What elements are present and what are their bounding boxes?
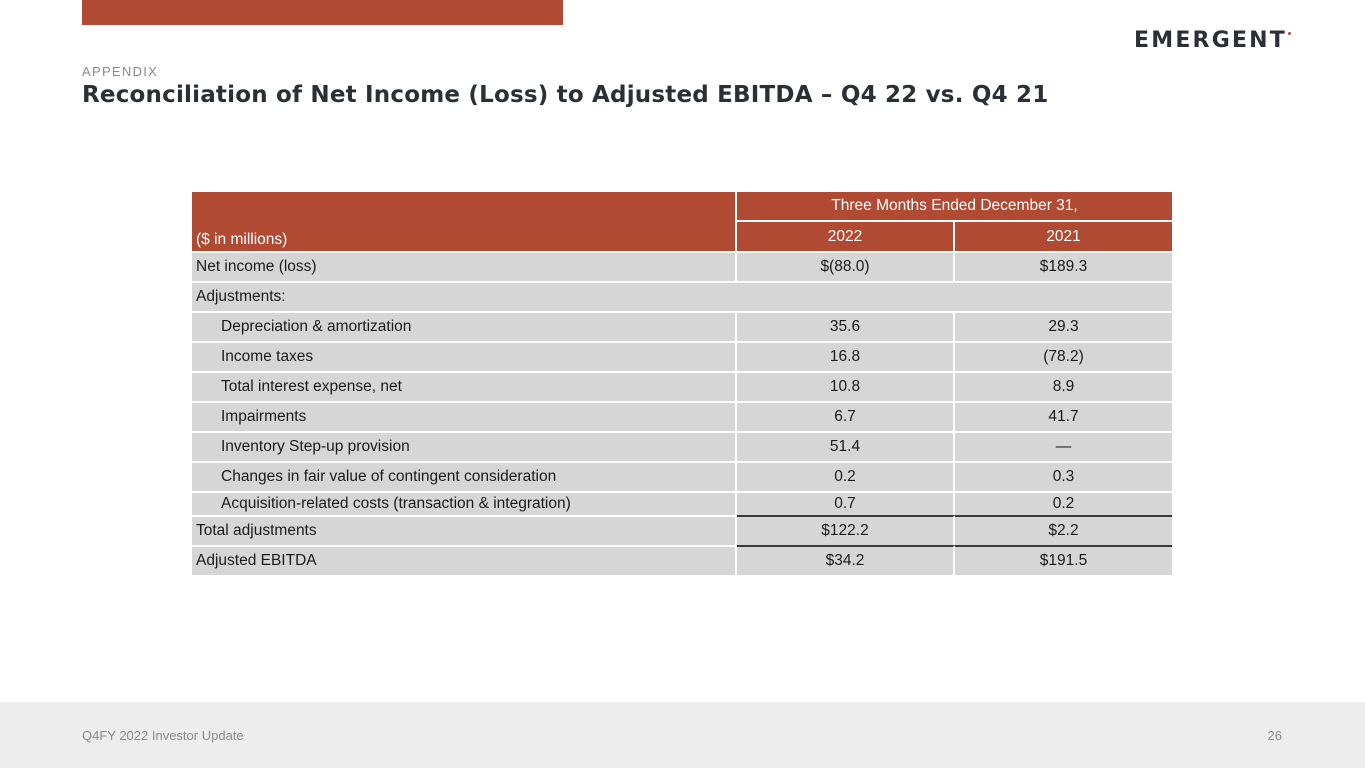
- table-row-adjustments-heading: [192, 281, 1172, 311]
- row-label: Acquisition-related costs (transaction & integration): [192, 491, 737, 515]
- table-row-income-taxes: [192, 341, 1172, 371]
- reconciliation-table-container: [192, 192, 1172, 575]
- table-row-interest-expense: [192, 371, 1172, 401]
- value-2022: 6.7: [737, 401, 955, 431]
- row-label: Impairments: [192, 401, 737, 431]
- value-2021: 0.3: [955, 461, 1172, 491]
- table-row-total-adjustments: [192, 515, 1172, 545]
- value-2022: 16.8: [737, 341, 955, 371]
- value-2021: (78.2): [955, 341, 1172, 371]
- table-row-adjusted-ebitda: [192, 545, 1172, 575]
- value-2021: 29.3: [955, 311, 1172, 341]
- row-label: Income taxes: [192, 341, 737, 371]
- row-label: Adjustments:: [192, 281, 1172, 311]
- value-2021: 41.7: [955, 401, 1172, 431]
- row-label: Net income (loss): [192, 251, 737, 281]
- value-2022: 35.6: [737, 311, 955, 341]
- column-header-2022: 2022: [737, 222, 955, 251]
- logo-wordmark: EMERGENT: [1134, 28, 1287, 53]
- value-2021: $191.5: [955, 545, 1172, 575]
- value-2021: $189.3: [955, 251, 1172, 281]
- value-2022: $(88.0): [737, 251, 955, 281]
- value-2021: —: [955, 431, 1172, 461]
- column-header-2021: 2021: [955, 222, 1172, 251]
- reconciliation-table: [192, 192, 1172, 575]
- page-title: Reconciliation of Net Income (Loss) to Adjusted EBITDA – Q4 22 vs. Q4 21: [82, 82, 1049, 108]
- value-2022: 0.7: [737, 491, 955, 515]
- value-2021: 8.9: [955, 371, 1172, 401]
- unit-label-header: ($ in millions): [192, 192, 737, 251]
- row-label: Total interest expense, net: [192, 371, 737, 401]
- footer-presentation-title: Q4FY 2022 Investor Update: [82, 728, 244, 743]
- emergent-logo: [1134, 28, 1291, 54]
- period-header: Three Months Ended December 31,: [737, 192, 1172, 222]
- value-2022: $122.2: [737, 515, 955, 545]
- value-2022: 0.2: [737, 461, 955, 491]
- table-row-contingent-consideration: [192, 461, 1172, 491]
- table-row-impairments: [192, 401, 1172, 431]
- value-2021: $2.2: [955, 515, 1172, 545]
- page-number: 26: [1267, 728, 1282, 743]
- logo-dot: [1288, 32, 1291, 35]
- slide-footer: [0, 702, 1365, 768]
- value-2021: 0.2: [955, 491, 1172, 515]
- section-eyebrow: APPENDIX: [82, 64, 159, 79]
- table-row-depreciation: [192, 311, 1172, 341]
- row-label: Total adjustments: [192, 515, 737, 545]
- value-2022: 10.8: [737, 371, 955, 401]
- row-label: Inventory Step-up provision: [192, 431, 737, 461]
- row-label: Changes in fair value of contingent consideration: [192, 461, 737, 491]
- row-label: Depreciation & amortization: [192, 311, 737, 341]
- value-2022: $34.2: [737, 545, 955, 575]
- row-label: Adjusted EBITDA: [192, 545, 737, 575]
- table-row-inventory-step-up: [192, 431, 1172, 461]
- table-row-acquisition-costs: [192, 491, 1172, 515]
- value-2022: 51.4: [737, 431, 955, 461]
- top-accent-bar: [82, 0, 563, 25]
- table-row-net-income: [192, 251, 1172, 281]
